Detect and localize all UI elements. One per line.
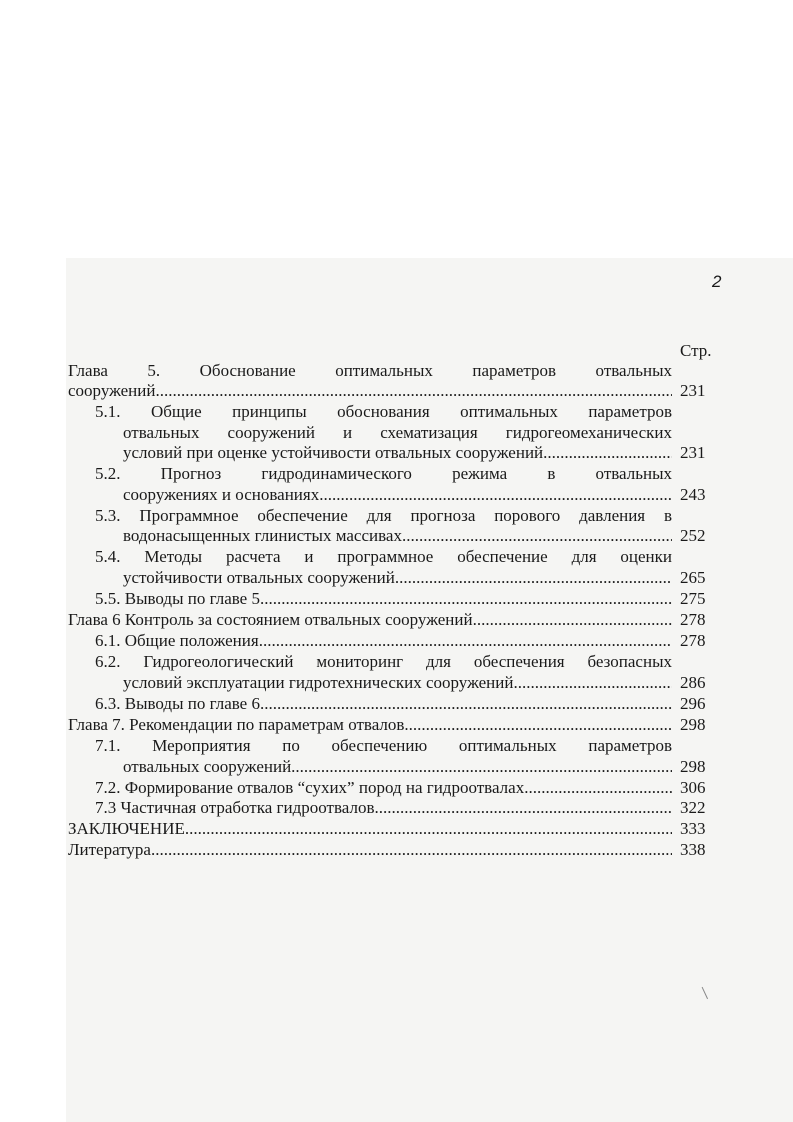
toc-entry-text: 6.1. Общие положения bbox=[95, 631, 259, 650]
toc-entry-text: водонасыщенных глинистых массивах bbox=[123, 526, 402, 545]
toc-entry-leader-line bbox=[123, 568, 672, 589]
toc-entry-text: сооружениях и основаниях bbox=[123, 485, 320, 504]
toc-entry-text: 5.5. Выводы по главе 5 bbox=[95, 589, 260, 608]
toc-entry-leader-line bbox=[95, 694, 672, 715]
dot-leader bbox=[185, 819, 672, 840]
toc-entry-page: 333 bbox=[680, 819, 706, 838]
toc-entry-text: 5.1. Общие принципы обоснования оптимальных параметров bbox=[95, 402, 672, 421]
toc-entry-text: Глава 6 Контроль за состоянием отвальных сооружений bbox=[68, 610, 473, 629]
dot-leader bbox=[319, 485, 672, 506]
toc-entry-text: Литература bbox=[68, 840, 151, 859]
toc-entry-page: 231 bbox=[680, 443, 706, 462]
toc-entry-leader-line bbox=[95, 778, 672, 799]
toc-entry-page: 265 bbox=[680, 568, 706, 587]
toc-entry-leader-line bbox=[123, 673, 672, 694]
toc-entry-leader-line bbox=[68, 840, 672, 861]
toc-entry-page: 231 bbox=[680, 381, 706, 400]
dot-leader bbox=[155, 381, 672, 402]
toc-entry-leader-line bbox=[68, 819, 672, 840]
toc-entry-text: ЗАКЛЮЧЕНИЕ bbox=[68, 819, 185, 838]
toc-entry-page: 298 bbox=[680, 757, 706, 776]
page-column-header: Стр. bbox=[680, 341, 712, 360]
dot-leader bbox=[374, 798, 672, 819]
toc-entry-leader-line bbox=[68, 381, 672, 402]
toc-entry-text: Глава 7. Рекомендации по параметрам отвалов bbox=[68, 715, 405, 734]
dot-leader bbox=[395, 568, 672, 589]
toc-entry-page: 243 bbox=[680, 485, 706, 504]
toc-entry-leader-line bbox=[123, 757, 672, 778]
toc-entry-page: 338 bbox=[680, 840, 706, 859]
dot-leader bbox=[524, 778, 672, 799]
toc-entry-page: 275 bbox=[680, 589, 706, 608]
toc-entry-text: отвальных сооружений bbox=[123, 757, 292, 776]
toc-entry-leader-line bbox=[123, 526, 672, 547]
page-number: 2 bbox=[712, 272, 722, 291]
dot-leader bbox=[260, 694, 672, 715]
dot-leader bbox=[291, 757, 672, 778]
toc-entry-leader-line bbox=[95, 798, 672, 819]
toc-entry-text: 5.2. Прогноз гидродинамического режима в отвальных bbox=[95, 464, 672, 483]
toc-entry-text: 6.2. Гидрогеологический мониторинг для обеспечения безопасных bbox=[95, 652, 672, 671]
toc-entry-text: сооружений bbox=[68, 381, 156, 400]
dot-leader bbox=[473, 610, 672, 631]
toc-entry-page: 298 bbox=[680, 715, 706, 734]
dot-leader bbox=[543, 443, 672, 464]
toc-entry-leader-line bbox=[68, 610, 672, 631]
toc-entry-leader-line bbox=[123, 443, 672, 464]
toc-entry-page: 306 bbox=[680, 778, 706, 797]
toc-entry-page: 286 bbox=[680, 673, 706, 692]
toc-entry-text: отвальных сооружений и схематизация гидрогеомеханических bbox=[123, 423, 672, 442]
toc-entry-leader-line bbox=[95, 631, 672, 652]
toc-entry-text: условий при оценке устойчивости отвальных сооружений bbox=[123, 443, 544, 462]
toc-entry-text: условий эксплуатации гидротехнических сооружений bbox=[123, 673, 514, 692]
toc-entry-page: 278 bbox=[680, 631, 706, 650]
dot-leader bbox=[404, 715, 672, 736]
toc-entry-text: 7.2. Формирование отвалов “сухих” пород на гидроотвалах bbox=[95, 778, 525, 797]
toc-entry-page: 296 bbox=[680, 694, 706, 713]
toc-entry-leader-line bbox=[95, 589, 672, 610]
dot-leader bbox=[260, 589, 672, 610]
dot-leader bbox=[151, 840, 672, 861]
dot-leader bbox=[402, 526, 672, 547]
toc-entry-text: 7.1. Мероприятия по обеспечению оптимальных параметров bbox=[95, 736, 672, 755]
dot-leader bbox=[259, 631, 672, 652]
toc-entry-page: 252 bbox=[680, 526, 706, 545]
toc-entry-leader-line bbox=[68, 715, 672, 736]
toc-entry-page: 322 bbox=[680, 798, 706, 817]
toc-entry-text: 5.4. Методы расчета и программное обеспечение для оценки bbox=[95, 547, 672, 566]
toc-entry-leader-line bbox=[123, 485, 672, 506]
toc-entry-text: 6.3. Выводы по главе 6 bbox=[95, 694, 260, 713]
dot-leader bbox=[513, 673, 672, 694]
toc-entry-page: 278 bbox=[680, 610, 706, 629]
toc-entry-text: Глава 5. Обоснование оптимальных параметров отвальных bbox=[68, 361, 672, 380]
toc-entry-text: 5.3. Программное обеспечение для прогноза порового давления в bbox=[95, 506, 672, 525]
toc-entry-text: 7.3 Частичная отработка гидроотвалов bbox=[95, 798, 375, 817]
toc-entry-text: устойчивости отвальных сооружений bbox=[123, 568, 395, 587]
